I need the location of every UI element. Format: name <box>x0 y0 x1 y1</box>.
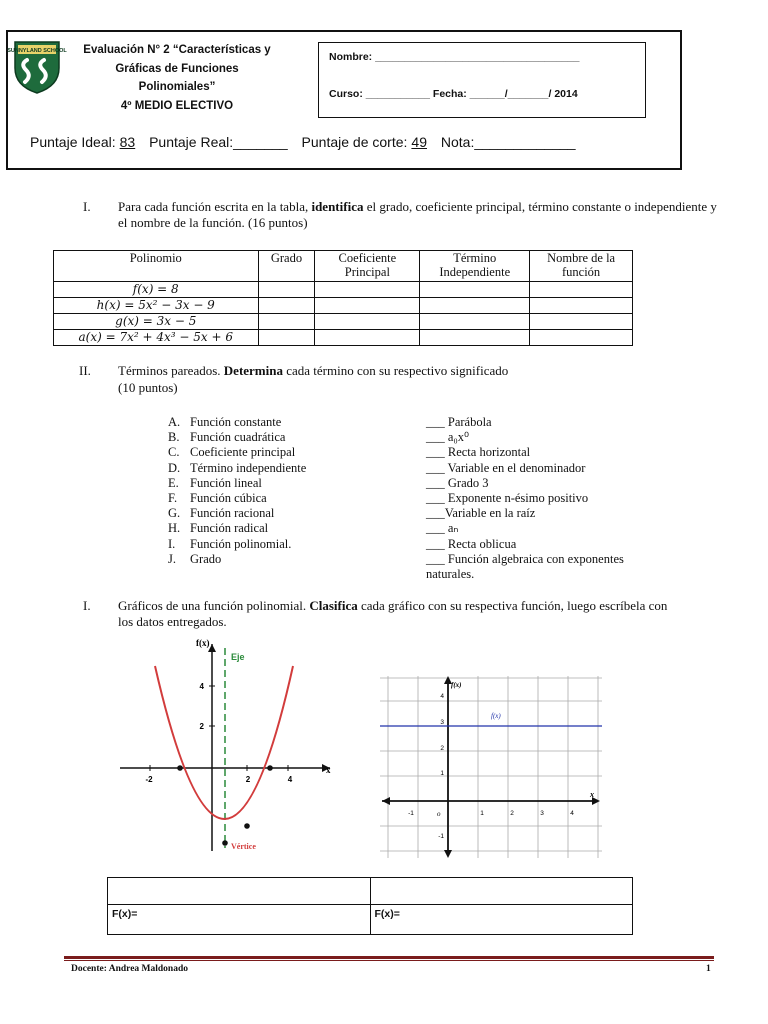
answer-cell[interactable] <box>315 282 420 298</box>
table-row <box>54 330 633 346</box>
list-item[interactable]: ___ Función algebraica con exponentes <box>426 551 624 566</box>
footer-rule <box>64 956 714 959</box>
answer-cell[interactable] <box>258 314 315 330</box>
root-point <box>267 765 273 771</box>
polynomial-h: h(x) = 5x² − 3x − 9 <box>54 298 259 314</box>
section-2-number: II. <box>79 363 91 378</box>
list-item[interactable]: ___ Recta horizontal <box>426 445 531 460</box>
terms-list <box>168 415 306 567</box>
parabola-graph <box>130 636 340 856</box>
list-item: E. Función lineal <box>168 475 262 490</box>
answer-cell[interactable] <box>315 314 420 330</box>
real-score-field[interactable]: Puntaje Real:_______ <box>149 134 288 150</box>
y-tick-label: 2 <box>440 745 444 752</box>
x-tick-label: 3 <box>540 810 544 817</box>
y-tick-label: 4 <box>199 682 204 691</box>
col-termino: Término Independiente <box>420 251 530 282</box>
polynomial-f: f(x) = 8 <box>54 282 259 298</box>
list-item: H. Función radical <box>168 521 269 536</box>
list-item: G. Función racional <box>168 506 275 521</box>
list-item-continuation: naturales. <box>426 567 475 582</box>
y-tick-label: 1 <box>440 770 444 777</box>
list-item[interactable]: ___ Recta oblicua <box>426 536 517 551</box>
x-tick-label: 4 <box>570 810 574 817</box>
parabola-curve <box>155 666 293 819</box>
x-axis-arrow-left <box>382 797 390 805</box>
section-3-number: I. <box>83 598 91 613</box>
list-item[interactable]: ___ Grado 3 <box>426 475 489 490</box>
answer-cell[interactable] <box>530 298 633 314</box>
answer-cell[interactable] <box>420 298 530 314</box>
graph-1-classification-cell[interactable] <box>108 878 371 905</box>
list-item: B. Función cuadrática <box>168 430 286 445</box>
meanings-list <box>426 415 624 582</box>
col-coeficiente: Coeficiente Principal <box>315 251 420 282</box>
exam-subtitle: 4º MEDIO ELECTIVO <box>120 100 234 112</box>
exam-title-line-2: Gráficas de Funciones <box>115 63 239 75</box>
table-row <box>54 282 633 298</box>
exam-title-line-1: Evaluación N° 2 “Características y <box>83 44 271 56</box>
curve-point <box>244 823 250 829</box>
section-2-points: (10 puntos) <box>118 380 178 395</box>
answer-cell[interactable] <box>315 298 420 314</box>
section-3-instructions: Gráficos de una función polinomial. Clasifica cada gráfico con su respectiva función, luego escríbela con los datos entregados. <box>118 598 668 629</box>
answer-cell[interactable] <box>258 298 315 314</box>
section-1-instructions: Para cada función escrita en la tabla, identifica el grado, coeficiente principal, término constante o independiente y el nombre de la función. (16 puntos) <box>118 199 717 230</box>
exam-title-line-3: Polinomiales” <box>138 81 216 93</box>
answer-cell[interactable] <box>258 282 315 298</box>
vertex-point <box>222 840 228 846</box>
student-info-box <box>318 42 646 118</box>
course-date-field[interactable]: Curso: ___________ Fecha: ______/_______/ 2014 <box>329 88 578 100</box>
list-item: D. Término independiente <box>168 460 307 475</box>
section-1-number: I. <box>83 199 91 214</box>
list-item: J. Grado <box>168 551 222 566</box>
name-field[interactable]: Nombre: ___________________________________ <box>329 51 580 63</box>
table-header-row <box>54 251 633 282</box>
list-item[interactable]: ___ a₀x⁰ <box>426 430 470 445</box>
answer-cell[interactable] <box>530 314 633 330</box>
answer-table <box>107 877 633 935</box>
col-nombre: Nombre de la función <box>530 251 633 282</box>
footer-rule-thin <box>64 960 714 961</box>
grid <box>380 676 602 858</box>
constant-function-graph <box>380 676 602 858</box>
list-item: I. Función polinomial. <box>168 536 292 551</box>
page-number: 1 <box>706 964 711 974</box>
answer-cell[interactable] <box>420 314 530 330</box>
col-polinomio: Polinomio <box>54 251 259 282</box>
ideal-score-label: Puntaje Ideal: <box>30 134 116 150</box>
axis-of-symmetry-label: Eje <box>231 652 245 662</box>
origin-label: o <box>437 810 441 818</box>
line-label: f(x) <box>491 712 501 720</box>
answer-cell[interactable] <box>530 282 633 298</box>
polynomial-g: g(x) = 3x − 5 <box>54 314 259 330</box>
table-row <box>54 314 633 330</box>
list-item: A. Función constante <box>168 415 282 429</box>
col-grado: Grado <box>258 251 315 282</box>
x-tick-label: 1 <box>480 810 484 817</box>
graph-1-function-cell[interactable]: F(x)= <box>108 905 371 935</box>
x-axis-label: x <box>590 790 594 799</box>
x-axis-label: x <box>326 765 331 775</box>
cutoff-score-value: 49 <box>411 134 427 150</box>
list-item[interactable]: ___ Variable en el denominador <box>426 460 586 475</box>
grade-field[interactable]: Nota:_____________ <box>440 134 576 150</box>
answer-cell[interactable] <box>258 330 315 346</box>
table-row <box>54 298 633 314</box>
answer-cell[interactable] <box>420 330 530 346</box>
x-tick-label: 2 <box>245 775 251 784</box>
vertex-label: Vértice <box>231 842 256 851</box>
answer-cell[interactable] <box>315 330 420 346</box>
list-item[interactable]: ___ Parábola <box>426 415 492 429</box>
cutoff-score-label: Puntaje de corte: <box>301 134 408 150</box>
polynomial-a: a(x) = 7x² + 4x³ − 5x + 6 <box>54 330 259 346</box>
y-axis-label: f(x) <box>451 681 462 689</box>
polynomial-table <box>53 250 633 346</box>
x-tick-label: -2 <box>145 775 153 784</box>
root-point <box>177 765 183 771</box>
score-line <box>30 134 580 150</box>
y-tick-label: 4 <box>440 693 444 700</box>
ideal-score-value: 83 <box>119 134 136 150</box>
y-axis-arrow-down <box>444 850 452 858</box>
answer-cell[interactable] <box>420 282 530 298</box>
section-2-instructions: Términos pareados. Determina cada término con su respectivo significado <box>118 363 509 378</box>
list-item[interactable]: ___ aₙ <box>426 521 459 536</box>
y-tick-label: 3 <box>440 719 444 726</box>
x-tick-label: 2 <box>510 810 514 817</box>
x-tick-label: -1 <box>408 810 414 817</box>
list-item[interactable]: ___ Exponente n-ésimo positivo <box>426 491 589 506</box>
y-tick-label: 2 <box>199 722 204 731</box>
y-axis-label: f(x) <box>196 638 210 648</box>
school-logo <box>7 38 67 94</box>
y-tick-label: -1 <box>438 833 444 840</box>
logo-text: SUNNYLAND SCHOOL <box>7 48 67 54</box>
answer-cell[interactable] <box>530 330 633 346</box>
x-tick-label: 4 <box>287 775 293 784</box>
graph-2-function-cell[interactable]: F(x)= <box>370 905 633 935</box>
graph-2-classification-cell[interactable] <box>370 878 633 905</box>
teacher-name: Docente: Andrea Maldonado <box>71 964 188 974</box>
list-item[interactable]: ___Variable en la raíz <box>426 506 536 521</box>
list-item: F. Función cúbica <box>168 491 267 506</box>
list-item: C. Coeficiente principal <box>168 445 296 460</box>
